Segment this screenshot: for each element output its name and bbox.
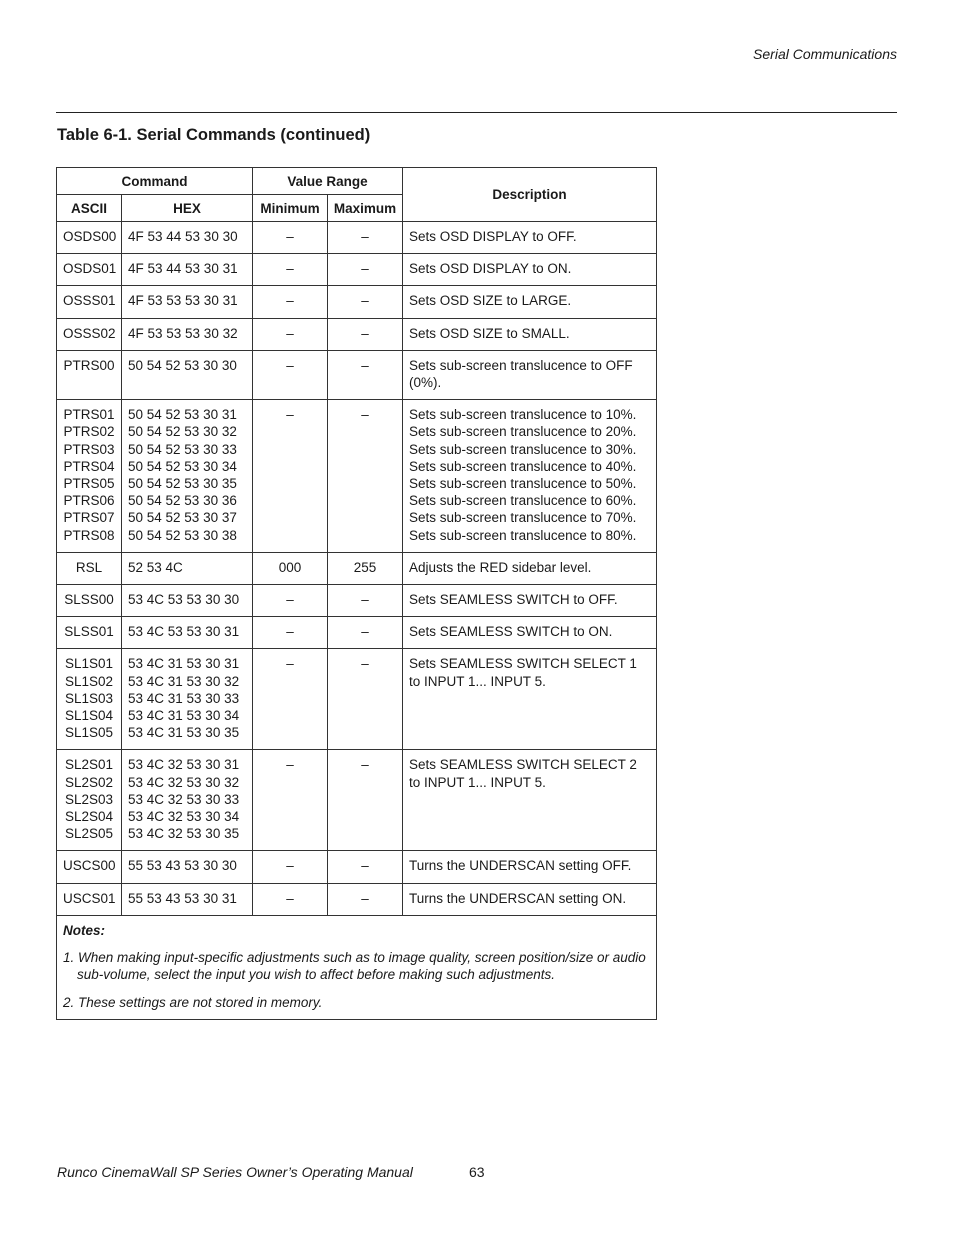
header-ascii: ASCII: [57, 195, 122, 222]
ascii-code: SLSS00: [64, 592, 114, 608]
ascii-code: SL2S04: [64, 809, 114, 825]
minimum-cell: –: [253, 286, 328, 318]
ascii-cell: [57, 318, 122, 350]
minimum-cell: –: [253, 617, 328, 649]
description-cell: [403, 400, 657, 553]
hex-cell: [122, 851, 253, 883]
table-row: [57, 400, 657, 553]
maximum-cell: –: [328, 400, 403, 553]
hex-code: 53 4C 31 53 30 35: [128, 725, 240, 741]
hex-code: 50 54 52 53 30 33: [128, 441, 237, 457]
minimum-cell: –: [253, 254, 328, 286]
table-row: [57, 750, 657, 851]
hex-code: 50 54 52 53 30 30: [128, 357, 237, 373]
maximum-cell: 255: [328, 552, 403, 584]
ascii-code: SL1S05: [64, 725, 114, 741]
description-cell: [403, 254, 657, 286]
ascii-code: SL1S04: [64, 708, 114, 724]
maximum-cell: –: [328, 318, 403, 350]
ascii-code: PTRS07: [63, 510, 115, 526]
hex-code: 50 54 52 53 30 34: [128, 458, 237, 474]
notes-row: [57, 915, 657, 1019]
hex-code: 53 4C 32 53 30 33: [128, 791, 240, 807]
ascii-cell: [57, 851, 122, 883]
ascii-code: SL2S05: [64, 826, 114, 842]
notes-cell: [57, 915, 657, 1019]
hex-code: 53 4C 31 53 30 34: [128, 708, 240, 724]
description-cell: [403, 851, 657, 883]
table-row: [57, 883, 657, 915]
table-title: Table 6-1. Serial Commands (continued): [57, 126, 371, 144]
hex-code: 53 4C 32 53 30 35: [128, 826, 240, 842]
maximum-cell: –: [328, 883, 403, 915]
hex-code: 4F 53 44 53 30 31: [128, 261, 238, 277]
description-line: Sets sub-screen translucence to 70%.: [409, 510, 637, 526]
ascii-code: OSDS01: [63, 261, 117, 277]
hex-code: 53 4C 32 53 30 32: [128, 774, 240, 790]
serial-commands-table: [56, 167, 657, 1020]
description-cell: [403, 318, 657, 350]
description-line: Turns the UNDERSCAN setting ON.: [409, 890, 627, 906]
ascii-code: SL2S02: [64, 774, 114, 790]
minimum-cell: 000: [253, 552, 328, 584]
ascii-code: SL2S01: [64, 757, 114, 773]
description-line: Adjusts the RED sidebar level.: [409, 559, 592, 575]
hex-code: 53 4C 31 53 30 32: [128, 673, 240, 689]
hex-code: 53 4C 53 53 30 30: [128, 592, 240, 608]
description-line: Turns the UNDERSCAN setting OFF.: [409, 858, 632, 874]
table-row: [57, 254, 657, 286]
description-cell: [403, 649, 657, 750]
header-maximum: Maximum: [328, 195, 403, 222]
hex-code: 53 4C 53 53 30 31: [128, 624, 240, 640]
ascii-cell: [57, 552, 122, 584]
notes-heading: Notes:: [63, 922, 106, 938]
table-row: [57, 851, 657, 883]
header-description: Description: [403, 168, 657, 222]
minimum-cell: –: [253, 883, 328, 915]
table-row: [57, 617, 657, 649]
ascii-cell: [57, 750, 122, 851]
table-row: [57, 552, 657, 584]
description-cell: [403, 617, 657, 649]
hex-code: 4F 53 53 53 30 31: [128, 293, 238, 309]
description-line: Sets sub-screen translucence to 80%.: [409, 527, 637, 543]
description-line: Sets OSD SIZE to LARGE.: [409, 293, 572, 309]
hex-cell: [122, 617, 253, 649]
ascii-cell: [57, 254, 122, 286]
maximum-cell: –: [328, 254, 403, 286]
description-line: to INPUT 1... INPUT 5.: [409, 774, 546, 790]
description-line: Sets SEAMLESS SWITCH SELECT 1: [409, 656, 637, 672]
minimum-cell: –: [253, 318, 328, 350]
description-line: Sets sub-screen translucence to 50%.: [409, 476, 637, 492]
footer-manual-title: Runco CinemaWall SP Series Owner’s Operating Manual: [57, 1164, 413, 1180]
maximum-cell: –: [328, 851, 403, 883]
hex-code: 4F 53 44 53 30 30: [128, 229, 238, 244]
header-minimum: Minimum: [253, 195, 328, 222]
description-cell: [403, 350, 657, 399]
ascii-code: SL1S02: [64, 673, 114, 689]
ascii-code: SL1S01: [64, 656, 114, 672]
description-line: Sets sub-screen translucence to OFF: [409, 357, 633, 373]
ascii-code: OSSS02: [63, 325, 116, 341]
hex-code: 50 54 52 53 30 38: [128, 527, 237, 543]
description-line: Sets sub-screen translucence to 20%.: [409, 424, 637, 440]
ascii-code: USCS00: [63, 858, 116, 874]
ascii-cell: [57, 350, 122, 399]
hex-code: 50 54 52 53 30 35: [128, 476, 237, 492]
description-cell: [403, 883, 657, 915]
description-line: Sets sub-screen translucence to 30%.: [409, 441, 637, 457]
hex-code: 53 4C 31 53 30 33: [128, 690, 240, 706]
ascii-code: PTRS03: [63, 441, 115, 457]
description-line: Sets sub-screen translucence to 60%.: [409, 493, 637, 509]
hex-code: 50 54 52 53 30 32: [128, 424, 237, 440]
hex-code: 4F 53 53 53 30 32: [128, 325, 238, 341]
ascii-code: SL2S03: [64, 791, 114, 807]
description-line: Sets sub-screen translucence to 40%.: [409, 458, 637, 474]
ascii-code: PTRS00: [63, 357, 115, 373]
minimum-cell: –: [253, 649, 328, 750]
table-row: [57, 649, 657, 750]
ascii-code: PTRS04: [63, 458, 115, 474]
ascii-cell: [57, 400, 122, 553]
hex-code: 55 53 43 53 30 30: [128, 858, 237, 874]
running-head: Serial Communications: [753, 46, 897, 62]
ascii-code: PTRS05: [63, 476, 115, 492]
hex-cell: [122, 254, 253, 286]
ascii-code: PTRS02: [63, 424, 115, 440]
ascii-cell: [57, 617, 122, 649]
hex-cell: [122, 649, 253, 750]
table-row: [57, 286, 657, 318]
hex-code: 50 54 52 53 30 31: [128, 407, 237, 423]
description-cell: [403, 222, 657, 254]
hex-code: 52 53 4C: [128, 559, 183, 575]
table-row: [57, 318, 657, 350]
hex-cell: [122, 350, 253, 399]
hex-cell: [122, 318, 253, 350]
description-line: Sets OSD SIZE to SMALL.: [409, 325, 570, 341]
hex-cell: [122, 400, 253, 553]
maximum-cell: –: [328, 617, 403, 649]
minimum-cell: –: [253, 350, 328, 399]
page-number: 63: [469, 1164, 485, 1180]
header-rule: [56, 112, 897, 113]
description-line: Sets OSD DISPLAY to OFF.: [409, 229, 577, 244]
maximum-cell: –: [328, 750, 403, 851]
maximum-cell: –: [328, 350, 403, 399]
ascii-cell: [57, 883, 122, 915]
description-line: (0%).: [409, 375, 442, 391]
description-line: to INPUT 1... INPUT 5.: [409, 673, 546, 689]
table-row: [57, 585, 657, 617]
description-cell: [403, 585, 657, 617]
hex-cell: [122, 286, 253, 318]
table-body: [57, 222, 657, 916]
hex-cell: [122, 750, 253, 851]
hex-cell: [122, 222, 253, 254]
hex-code: 53 4C 32 53 30 34: [128, 809, 240, 825]
minimum-cell: –: [253, 851, 328, 883]
header-hex: HEX: [122, 195, 253, 222]
hex-code: 55 53 43 53 30 31: [128, 890, 237, 906]
hex-code: 50 54 52 53 30 37: [128, 510, 237, 526]
ascii-code: USCS01: [63, 890, 116, 906]
maximum-cell: –: [328, 649, 403, 750]
maximum-cell: –: [328, 585, 403, 617]
hex-code: 50 54 52 53 30 36: [128, 493, 237, 509]
description-line: Sets SEAMLESS SWITCH to ON.: [409, 624, 613, 640]
header-command: Command: [57, 168, 253, 195]
minimum-cell: –: [253, 750, 328, 851]
hex-cell: [122, 585, 253, 617]
ascii-code: PTRS08: [63, 527, 115, 543]
maximum-cell: –: [328, 222, 403, 254]
ascii-code: OSSS01: [63, 293, 116, 309]
hex-code: 53 4C 32 53 30 31: [128, 757, 240, 773]
ascii-code: OSDS00: [63, 229, 117, 244]
description-cell: [403, 750, 657, 851]
minimum-cell: –: [253, 585, 328, 617]
ascii-code: RSL: [75, 559, 103, 575]
ascii-code: SL1S03: [64, 690, 114, 706]
header-value-range: Value Range: [253, 168, 403, 195]
hex-cell: [122, 883, 253, 915]
ascii-cell: [57, 649, 122, 750]
note-2: 2. These settings are not stored in memory.: [63, 994, 323, 1010]
table-row: [57, 350, 657, 399]
description-line: Sets SEAMLESS SWITCH to OFF.: [409, 592, 618, 608]
note-1: 1. When making input-specific adjustments such as to image quality, screen position/size or audio sub-volume, select the input you wish to affect before making such adjustments.: [63, 950, 646, 983]
description-line: Sets OSD DISPLAY to ON.: [409, 261, 572, 277]
hex-code: 53 4C 31 53 30 31: [128, 656, 240, 672]
table-row: [57, 222, 657, 254]
minimum-cell: –: [253, 400, 328, 553]
ascii-code: PTRS06: [63, 493, 115, 509]
minimum-cell: –: [253, 222, 328, 254]
description-line: Sets SEAMLESS SWITCH SELECT 2: [409, 757, 637, 773]
description-cell: [403, 552, 657, 584]
description-cell: [403, 286, 657, 318]
ascii-cell: [57, 286, 122, 318]
description-line: Sets sub-screen translucence to 10%.: [409, 407, 637, 423]
ascii-code: PTRS01: [63, 407, 115, 423]
maximum-cell: –: [328, 286, 403, 318]
hex-cell: [122, 552, 253, 584]
ascii-cell: [57, 222, 122, 254]
ascii-code: SLSS01: [64, 624, 114, 640]
ascii-cell: [57, 585, 122, 617]
